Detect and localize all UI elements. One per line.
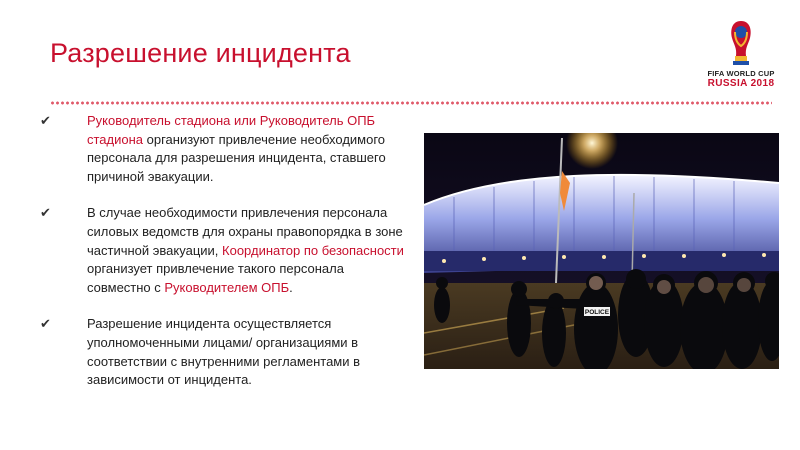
- checkmark-icon: ✔: [40, 205, 51, 221]
- checkmark-icon: ✔: [40, 113, 51, 128]
- bullet-2-highlight-opb: Руководителем ОПБ: [164, 279, 290, 295]
- police-label: POLICE: [584, 309, 610, 316]
- checkmark-icon: ✔: [40, 316, 51, 332]
- fifa-logo: [700, 18, 782, 98]
- slide-title: Разрешение инцидента: [50, 38, 351, 68]
- bullet-2-highlight-coordinator: Координатор по безопасности: [222, 242, 404, 258]
- stadium-photo: [424, 133, 779, 369]
- bullet-2-text-cont: организует привлечение такого персонала совместно с: [87, 261, 344, 295]
- bullet-1-highlight: Руководитель стадиона или Руководитель ОПБ стадиона: [87, 113, 376, 147]
- bullet-item-1: [40, 112, 405, 186]
- bullet-2-text-end: .: [289, 279, 293, 295]
- bullet-3-text: Разрешение инцидента осуществляется уполномоченными лицами/ организациями в соответствии с внутренними регламентами в зависимости от инцидента.: [87, 316, 361, 388]
- bullet-2-text: В случае необходимости привлечения персонала силовых ведомств для охраны правопорядка в зоне частичной эвакуации,: [87, 205, 403, 258]
- bullet-1-text: организуют привлечение необходимого персонала для разрешения инцидента, ставшего причиной эвакуации.: [87, 131, 386, 184]
- bullet-item-2: [40, 204, 405, 297]
- dotted-divider: [50, 100, 772, 106]
- world-cup-trophy-icon: [726, 18, 756, 68]
- logo-line-2: RUSSIA 2018: [707, 78, 775, 89]
- bullet-item-3: [40, 315, 405, 389]
- logo-line-1: FIFA WORLD CUP: [707, 69, 775, 78]
- bullet-list: [40, 112, 405, 408]
